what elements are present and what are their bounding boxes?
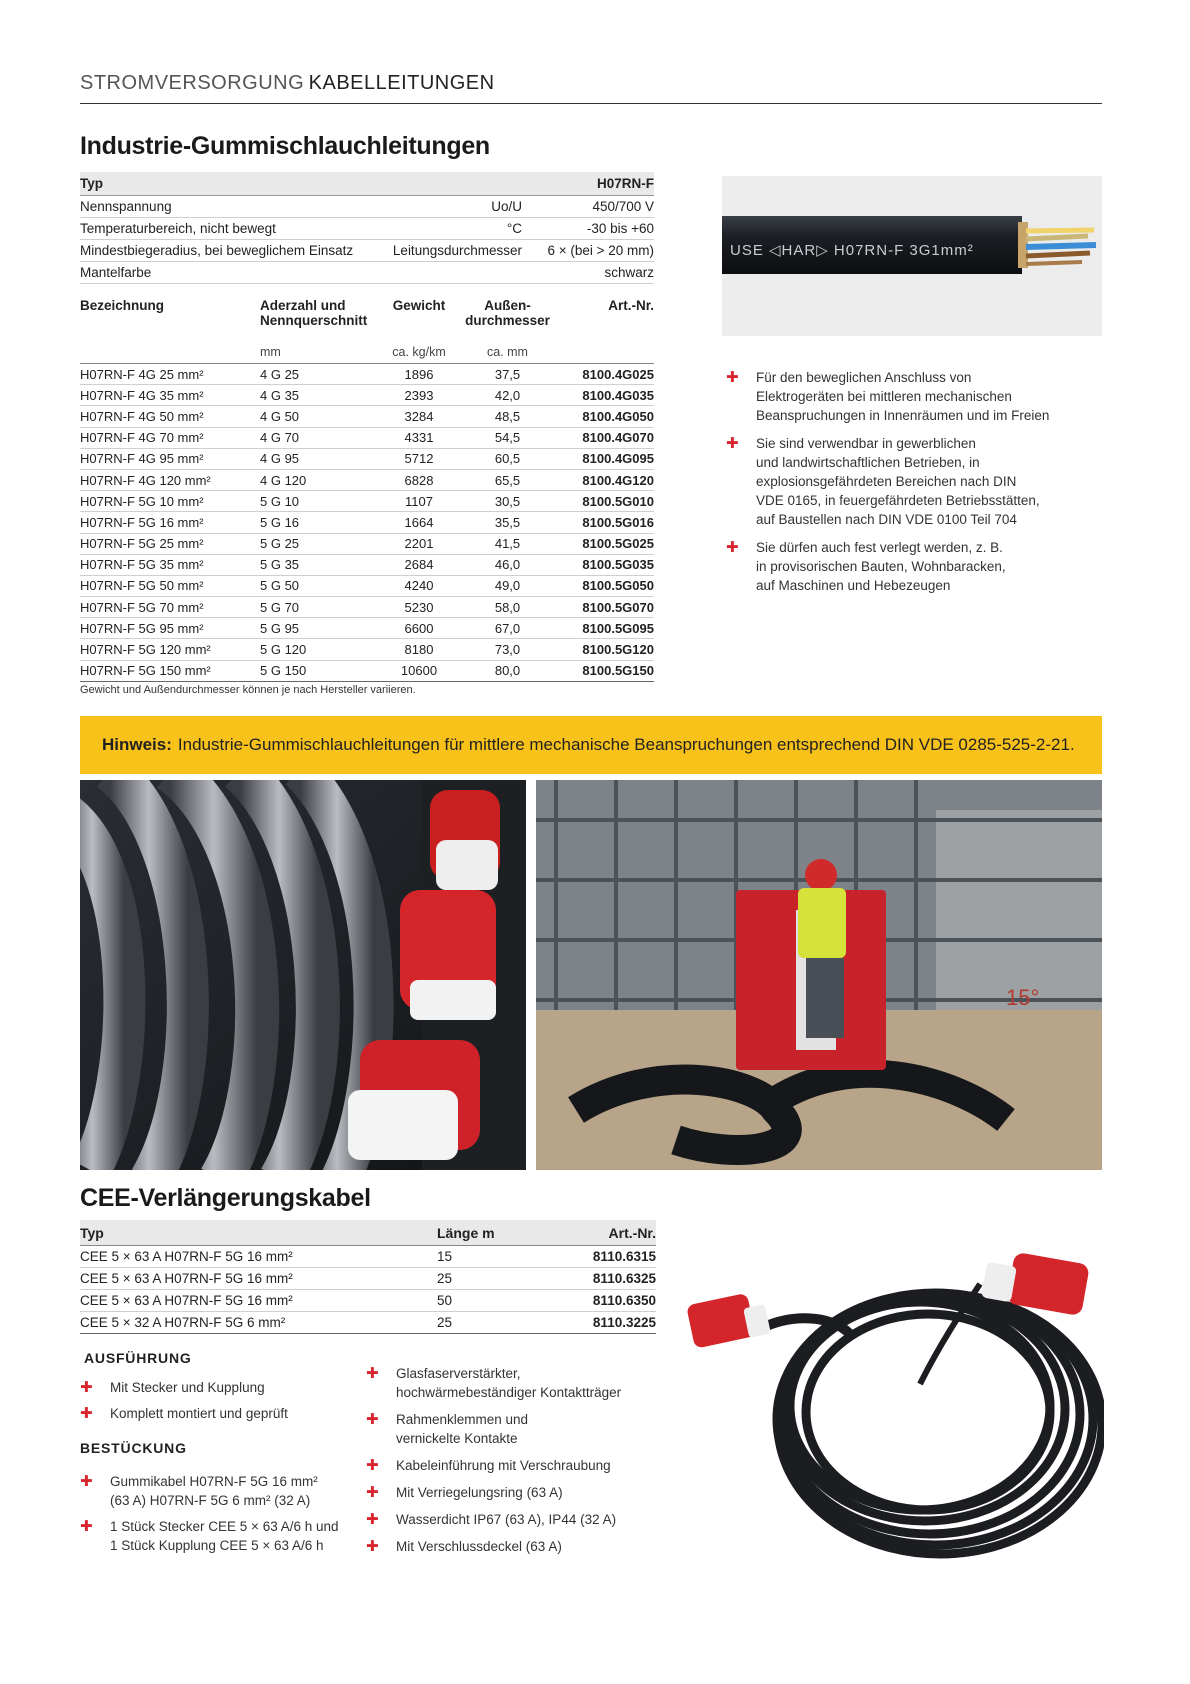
plus-icon: ✚ <box>366 1511 379 1528</box>
list-item <box>80 1472 370 1510</box>
table-cell: 8100.5G150 <box>582 663 654 679</box>
hinweis-banner <box>80 716 1102 774</box>
spec-unit: Uo/U <box>491 199 522 214</box>
table-cell: 42,0 <box>494 387 521 403</box>
list-item <box>366 1410 666 1448</box>
plus-icon: ✚ <box>726 539 739 556</box>
table-cell: 8100.4G025 <box>582 366 654 382</box>
list-item-text: Für den beweglichen Anschluss von Elektrogeräten bei mittleren mechanischen Beanspruchungen in Innenräumen und im Freien <box>756 370 1050 423</box>
table-cell: 4240 <box>404 578 434 594</box>
table-cell: 4331 <box>404 430 434 446</box>
table-row <box>80 1268 656 1290</box>
table-row <box>80 534 654 555</box>
table-cell: 4 G 95 <box>260 451 300 467</box>
table-row <box>80 661 654 682</box>
table-cell: 8100.5G070 <box>582 599 654 615</box>
hinweis-text: Industrie-Gummischlauchleitungen für mittlere mechanische Beanspruchungen entsprechend DIN VDE 0285-525-2-21. <box>177 735 1075 754</box>
table-row <box>80 491 654 512</box>
spec-row <box>80 218 654 240</box>
table-cell: 10600 <box>400 663 438 679</box>
table-cell: 5 G 70 <box>260 599 300 615</box>
section-title-gummischlauch: Industrie-Gummischlauchleitungen <box>80 132 490 160</box>
list-item <box>366 1510 666 1529</box>
spec-label: Mindestbiegeradius, bei beweglichem Einsatz <box>80 243 354 258</box>
table-cell: 5230 <box>404 599 434 615</box>
table-cell: H07RN-F 5G 95 mm² <box>80 620 204 636</box>
spec-value: schwarz <box>604 265 654 280</box>
table-cell: H07RN-F 4G 50 mm² <box>80 408 204 424</box>
product-table-header <box>80 292 654 340</box>
table-cell: 46,0 <box>494 557 521 573</box>
plus-icon: ✚ <box>80 1473 93 1490</box>
cee-table-header <box>80 1220 656 1246</box>
spec-label: Mantelfarbe <box>80 265 152 280</box>
spec-table <box>80 172 654 284</box>
cee-feature-list <box>366 1364 666 1565</box>
table-cell: 8110.6325 <box>592 1271 656 1286</box>
page-header <box>80 72 1102 104</box>
table-cell: 6600 <box>404 620 434 636</box>
cee-table <box>80 1220 656 1334</box>
plus-icon: ✚ <box>366 1484 379 1501</box>
ausfuehrung-heading: AUSFÜHRUNG <box>84 1350 192 1366</box>
cable-coil-closeup-photo <box>80 780 526 1170</box>
col-header-artnr: Art.-Nr. <box>608 298 654 313</box>
table-row <box>80 639 654 660</box>
table-cell: H07RN-F 5G 25 mm² <box>80 536 204 552</box>
table-cell: 5712 <box>404 451 434 467</box>
table-cell: 8100.5G050 <box>582 578 654 594</box>
list-item-text: Wasserdicht IP67 (63 A), IP44 (32 A) <box>396 1512 617 1527</box>
table-cell: CEE 5 × 32 A H07RN-F 5G 6 mm² <box>80 1315 286 1330</box>
section-title-cee: CEE-Verlängerungskabel <box>80 1184 371 1212</box>
list-item-text: Mit Verriegelungsring (63 A) <box>396 1485 563 1500</box>
table-cell: 5 G 120 <box>260 642 307 658</box>
list-item-text: Sie dürfen auch fest verlegt werden, z. B. in provisorischen Bauten, Wohnbaracken, auf Maschinen und Hebezeugen <box>756 540 1006 593</box>
table-cell: 73,0 <box>494 642 521 658</box>
table-cell: CEE 5 × 63 A H07RN-F 5G 16 mm² <box>80 1249 293 1264</box>
table-cell: 8110.6315 <box>592 1249 656 1264</box>
table-row <box>80 618 654 639</box>
unit-cell: mm <box>260 344 281 359</box>
table-cell: H07RN-F 5G 50 mm² <box>80 578 204 594</box>
table-cell: 2201 <box>404 536 434 552</box>
cable-print-text: USE ◁HAR▷ H07RN-F 3G1mm² <box>730 242 974 259</box>
plus-icon: ✚ <box>366 1538 379 1555</box>
table-cell: 80,0 <box>494 663 521 679</box>
table-row <box>80 364 654 385</box>
table-cell: 1664 <box>404 514 434 530</box>
table-cell: H07RN-F 4G 95 mm² <box>80 451 204 467</box>
plus-icon: ✚ <box>80 1405 93 1422</box>
table-cell: 5 G 25 <box>260 536 300 552</box>
list-item <box>366 1483 666 1502</box>
table-cell: 5 G 16 <box>260 514 300 530</box>
spec-head-label: Typ <box>80 176 103 191</box>
spec-unit: Leitungsdurchmesser <box>392 243 522 258</box>
table-cell: 8100.4G070 <box>582 430 654 446</box>
table-cell: 8100.5G095 <box>582 620 654 636</box>
list-item-text: Mit Stecker und Kupplung <box>110 1380 265 1395</box>
wall-marking-text: 15° <box>1006 985 1040 1010</box>
header-subcategory: KABELLEITUNGEN <box>308 72 495 94</box>
list-item-text: Kabeleinführung mit Verschraubung <box>396 1458 611 1473</box>
table-cell: 8100.5G025 <box>582 536 654 552</box>
table-row <box>80 406 654 427</box>
spec-label: Nennspannung <box>80 199 172 214</box>
spec-value: 6 × (bei > 20 mm) <box>547 243 654 258</box>
spec-head-value: H07RN-F <box>596 176 654 191</box>
list-item-text: Gummikabel H07RN-F 5G 16 mm² (63 A) H07RN-F 5G 6 mm² (32 A) <box>110 1474 318 1508</box>
table-cell: 8110.3225 <box>592 1315 656 1330</box>
table-cell: 4 G 50 <box>260 408 300 424</box>
list-item-text: Sie sind verwendbar in gewerblichen und landwirtschaftlichen Betrieben, in explosionsgefährdeten Bereichen nach DIN VDE 0165, in feuergefährdeten Betriebsstätten, auf Baustellen nach DIN VDE 0100 Teil 704 <box>756 436 1040 527</box>
plus-icon: ✚ <box>80 1518 93 1535</box>
col-header-gewicht: Gewicht <box>392 298 446 313</box>
bestueckung-heading: BESTÜCKUNG <box>80 1440 187 1456</box>
table-cell: 67,0 <box>494 620 521 636</box>
table-cell: H07RN-F 4G 25 mm² <box>80 366 204 382</box>
table-row <box>80 470 654 491</box>
list-item <box>726 538 1106 595</box>
table-cell: 5 G 35 <box>260 557 300 573</box>
table-footnote: Gewicht und Außendurchmesser können je nach Hersteller variieren. <box>80 684 416 696</box>
table-cell: 54,5 <box>494 430 521 446</box>
spec-row <box>80 196 654 218</box>
spec-row <box>80 262 654 284</box>
table-cell: 1896 <box>404 366 434 382</box>
table-cell: H07RN-F 5G 120 mm² <box>80 642 211 658</box>
list-item <box>80 1404 350 1423</box>
feature-list-gummischlauch <box>726 368 1106 604</box>
col-header-bezeichnung: Bezeichnung <box>80 298 165 313</box>
plus-icon: ✚ <box>366 1365 379 1382</box>
table-cell: 48,5 <box>494 408 521 424</box>
plus-icon: ✚ <box>366 1411 379 1428</box>
spec-value: -30 bis +60 <box>586 221 654 236</box>
table-cell: 5 G 95 <box>260 620 300 636</box>
table-cell: 8100.5G120 <box>582 642 654 658</box>
list-item-text: 1 Stück Stecker CEE 5 × 63 A/6 h und 1 Stück Kupplung CEE 5 × 63 A/6 h <box>110 1519 339 1553</box>
table-cell: 8100.4G120 <box>582 472 654 488</box>
table-cell: 15 <box>437 1249 453 1264</box>
col-header-aussendurchmesser: Außen- durchmesser <box>465 298 550 328</box>
table-row <box>80 428 654 449</box>
table-cell: 50 <box>437 1293 453 1308</box>
table-row <box>80 512 654 533</box>
table-cell: 25 <box>437 1315 453 1330</box>
table-cell: CEE 5 × 63 A H07RN-F 5G 16 mm² <box>80 1293 293 1308</box>
table-cell: H07RN-F 5G 10 mm² <box>80 493 204 509</box>
table-row <box>80 1246 656 1268</box>
table-cell: 37,5 <box>494 366 521 382</box>
cee-table-body <box>80 1246 656 1334</box>
table-cell: 8100.5G016 <box>582 514 654 530</box>
plus-icon: ✚ <box>726 369 739 386</box>
table-cell: 4 G 120 <box>260 472 307 488</box>
unit-cell: ca. kg/km <box>392 344 446 359</box>
plus-icon: ✚ <box>366 1457 379 1474</box>
table-cell: 8100.5G035 <box>582 557 654 573</box>
table-cell: 2684 <box>404 557 434 573</box>
col-header-artnr: Art.-Nr. <box>608 1224 656 1241</box>
table-cell: H07RN-F 4G 70 mm² <box>80 430 204 446</box>
table-cell: CEE 5 × 63 A H07RN-F 5G 16 mm² <box>80 1271 293 1286</box>
header-category: STROMVERSORGUNG <box>80 72 305 94</box>
table-row <box>80 1290 656 1312</box>
table-cell: 1107 <box>405 493 433 509</box>
table-row <box>80 1312 656 1334</box>
list-item-text: Rahmenklemmen und vernickelte Kontakte <box>396 1412 529 1446</box>
table-cell: 6828 <box>404 472 434 488</box>
table-cell: H07RN-F 5G 16 mm² <box>80 514 204 530</box>
list-item <box>726 434 1106 529</box>
spec-value: 450/700 V <box>592 199 654 214</box>
list-item-text: Glasfaserverstärkter, hochwärmebeständiger Kontaktträger <box>396 1366 622 1400</box>
table-cell: H07RN-F 5G 150 mm² <box>80 663 211 679</box>
bestueckung-list <box>80 1472 370 1564</box>
table-cell: 58,0 <box>494 599 521 615</box>
list-item-text: Mit Verschlussdeckel (63 A) <box>396 1539 562 1554</box>
table-cell: 4 G 70 <box>260 430 300 446</box>
col-header-aderzahl: Aderzahl und Nennquerschnitt <box>260 298 368 328</box>
table-row <box>80 576 654 597</box>
plus-icon: ✚ <box>726 435 739 452</box>
table-cell: 41,5 <box>494 536 521 552</box>
table-cell: 8100.4G035 <box>582 387 654 403</box>
table-cell: H07RN-F 4G 35 mm² <box>80 387 204 403</box>
list-item <box>80 1378 350 1397</box>
table-cell: 35,5 <box>494 514 521 530</box>
construction-site-photo <box>536 780 1102 1170</box>
table-cell: 5 G 50 <box>260 578 300 594</box>
table-cell: 8100.4G050 <box>582 408 654 424</box>
spec-head-row <box>80 172 654 196</box>
spec-label: Temperaturbereich, nicht bewegt <box>80 221 276 236</box>
table-cell: H07RN-F 5G 70 mm² <box>80 599 204 615</box>
cee-extension-cable-image <box>680 1224 1104 1568</box>
table-row <box>80 597 654 618</box>
table-cell: 8100.5G010 <box>582 493 654 509</box>
table-cell: 3284 <box>404 408 434 424</box>
cable-product-image <box>722 176 1102 336</box>
table-cell: 5 G 10 <box>260 493 300 509</box>
product-table-body <box>80 364 654 682</box>
list-item <box>366 1456 666 1475</box>
product-table-units <box>80 340 654 364</box>
table-cell: 8110.6350 <box>592 1293 656 1308</box>
table-cell: 65,5 <box>494 472 521 488</box>
table-row <box>80 385 654 406</box>
hinweis-label: Hinweis: <box>102 735 172 754</box>
table-cell: 4 G 35 <box>260 387 300 403</box>
table-cell: 30,5 <box>494 493 521 509</box>
table-cell: 8180 <box>404 642 434 658</box>
plus-icon: ✚ <box>80 1379 93 1396</box>
list-item <box>726 368 1106 425</box>
table-row <box>80 555 654 576</box>
table-cell: 4 G 25 <box>260 366 300 382</box>
table-cell: 2393 <box>404 387 434 403</box>
table-cell: 60,5 <box>494 451 521 467</box>
ausfuehrung-list <box>80 1378 350 1432</box>
col-header-typ: Typ <box>80 1224 104 1241</box>
table-cell: 25 <box>437 1271 453 1286</box>
list-item <box>366 1537 666 1556</box>
spec-unit: °C <box>506 221 522 236</box>
table-cell: 8100.4G095 <box>582 451 654 467</box>
table-cell: H07RN-F 5G 35 mm² <box>80 557 204 573</box>
spec-row <box>80 240 654 262</box>
table-cell: 49,0 <box>494 578 521 594</box>
table-cell: H07RN-F 4G 120 mm² <box>80 472 211 488</box>
list-item-text: Komplett montiert und geprüft <box>110 1406 288 1421</box>
table-cell: 5 G 150 <box>260 663 307 679</box>
col-header-laenge: Länge m <box>437 1224 495 1241</box>
product-table <box>80 292 654 682</box>
unit-cell: ca. mm <box>487 344 528 359</box>
list-item <box>366 1364 666 1402</box>
list-item <box>80 1517 370 1555</box>
table-row <box>80 449 654 470</box>
